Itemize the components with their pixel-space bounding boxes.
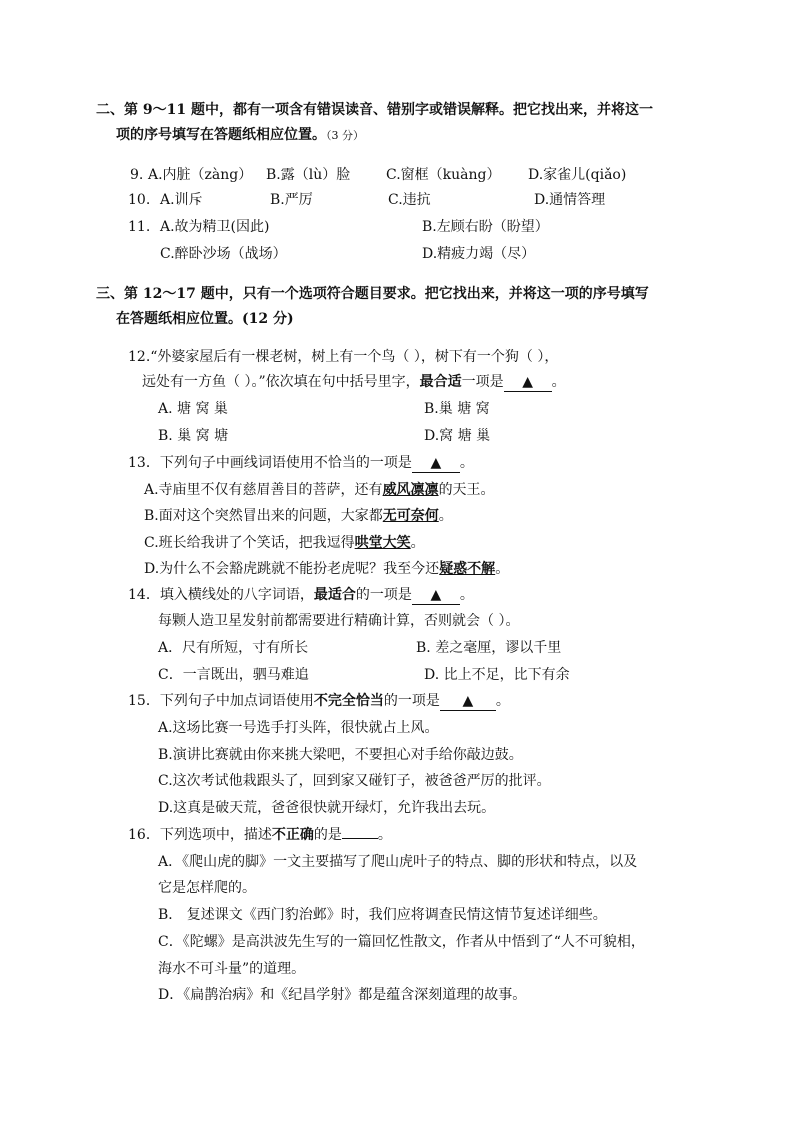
answer-blank-14: ▲ (412, 586, 460, 605)
question-16-option-c-line1: C．《陀螺》是高洪波先生写的一篇回忆性散文，作者从中悟到了“人不可貌相， (158, 934, 645, 950)
question-14-end: 。 (459, 587, 474, 603)
question-12-option-a: A. 塘 窝 巢 (158, 401, 228, 417)
question-13-option-c-end: 。 (410, 535, 425, 551)
question-15-option-d: D.这真是破天荒，爸爸很快就开绿灯，允许我出去玩。 (158, 800, 496, 816)
question-10-option-a: A.训斥 (160, 192, 203, 208)
question-14-sentence: 每颗人造卫星发射前都需要进行精确计算，否则就会（ ）。 (158, 613, 520, 629)
question-13-option-c-text: C.班长给我讲了个笑话，把我逗得 (144, 535, 355, 551)
question-13-option-c-underlined: 哄堂大笑 (354, 535, 411, 551)
question-12-stem-line1: 12.“外婆家屋后有一棵老树，树上有一个鸟（ ），树下有一个狗（ ）， (128, 349, 559, 365)
question-16-stem-suffix: 的是 (313, 827, 342, 843)
question-12-stem-text: 远处有一方鱼（ ）。”依次填在句中括号里字， (142, 374, 420, 390)
question-15-emphasis: 不完全恰当 (313, 693, 384, 709)
answer-blank-15: ▲ (440, 692, 496, 711)
question-16-emphasis: 不正确 (271, 827, 314, 843)
question-11-number: 11. (128, 219, 151, 235)
question-16-stem (128, 826, 392, 844)
question-9-option-a: A.内脏（zàng） (148, 167, 253, 183)
section-2-instruction-line1: 二、第 9～11 题中，都有一项含有错误读音、错别字或错误解释。把它找出来，并将这一 (96, 102, 653, 118)
question-13-option-b-end: 。 (438, 508, 453, 524)
question-9-option-c: C.窗框（kuàng） (386, 167, 501, 183)
question-13-option-b-underlined: 无可奈何 (382, 508, 439, 524)
question-9-option-b: B.露（lù）脸 (266, 167, 351, 183)
question-13-stem (128, 454, 474, 473)
section-2-instruction-line2 (116, 126, 364, 145)
question-14-option-b: B. 差之毫厘，谬以千里 (416, 640, 562, 656)
question-12-stem-suffix: 一项是 (461, 374, 504, 390)
question-13-option-d-text: D.为什么不会豁虎跳就不能扮老虎呢？我至今还 (144, 561, 440, 577)
question-12-option-d: D.窝 塘 巢 (424, 428, 491, 444)
question-13-option-a-underlined: 威风凛凛 (382, 482, 439, 498)
question-16-stem-text: 16．下列选项中，描述 (128, 827, 272, 843)
question-13-option-d-end: 。 (495, 561, 510, 577)
question-14-stem (128, 586, 474, 605)
question-12-emphasis: 最合适 (419, 374, 462, 390)
question-12-option-b: B.巢 塘 窝 (424, 401, 490, 417)
question-11-option-b: B.左顾右盼（盼望） (422, 219, 549, 235)
question-13-option-b (144, 507, 453, 525)
question-13-stem-text: 13．下列句子中画线词语使用不恰当的一项是 (128, 455, 412, 471)
question-10-option-c: C.违抗 (388, 192, 431, 208)
answer-blank-13: ▲ (412, 454, 460, 473)
question-13-option-c (144, 534, 425, 552)
question-10-option-d: D.通情答理 (534, 192, 606, 208)
question-15-option-a: A.这场比赛一号选手打头阵，很快就占上风。 (158, 720, 439, 736)
question-16-option-d: D．《扁鹊治病》和《纪昌学射》都是蕴含深刻道理的故事。 (158, 987, 527, 1003)
answer-blank-12: ▲ (504, 373, 552, 392)
question-12-end: 。 (551, 374, 566, 390)
question-16-option-a-line2: 它是怎样爬的。 (158, 880, 256, 896)
question-13-option-d (144, 560, 509, 578)
question-13-option-a-text: A.寺庙里不仅有慈眉善目的菩萨，还有 (144, 482, 383, 498)
question-10-option-b: B.严厉 (270, 192, 313, 208)
question-13-option-b-text: B.面对这个突然冒出来的问题，大家都 (144, 508, 383, 524)
question-11-option-a: A.故为精卫(因此) (160, 219, 270, 235)
section-2-score: （3 分） (326, 129, 364, 142)
question-16-option-a-line1: A．《爬山虎的脚》一文主要描写了爬山虎叶子的特点、脚的形状和特点，以及 (158, 854, 638, 870)
question-11-option-d: D.精疲力竭（尽） (422, 246, 536, 262)
section-2-instruction-text: 项的序号填写在答题纸相应位置。 (116, 127, 326, 143)
question-15-stem-suffix: 的一项是 (383, 693, 440, 709)
question-10-number: 10. (128, 192, 151, 208)
question-14-option-a: A．尺有所短，寸有所长 (158, 640, 309, 656)
question-16-end: 。 (377, 827, 392, 843)
section-3-instruction-line2: 在答题纸相应位置。(12 分) (116, 311, 294, 327)
question-16-option-c-line2: 海水不可斗量”的道理。 (158, 961, 306, 977)
question-12-stem-line2 (142, 373, 566, 392)
question-9-option-d: D.家雀儿(qiǎo) (528, 167, 627, 183)
question-15-stem (128, 692, 510, 711)
question-9-number: 9. (130, 167, 144, 183)
question-13-option-a-end: 的天王。 (438, 482, 495, 498)
question-15-stem-text: 15．下列句子中加点词语使用 (128, 693, 314, 709)
question-11-option-c: C.醉卧沙场（战场） (160, 246, 287, 262)
question-13-option-a (144, 481, 495, 499)
question-15-end: 。 (495, 693, 510, 709)
question-12-option-c: B. 巢 窝 塘 (158, 428, 229, 444)
question-14-option-d: D. 比上不足，比下有余 (424, 667, 570, 683)
question-14-option-c: C．一言既出，驷马难追 (158, 667, 309, 683)
question-14-stem-text: 14．填入横线处的八字词语， (128, 587, 314, 603)
section-3-instruction-line1: 三、第 12～17 题中，只有一个选项符合题目要求。把它找出来，并将这一项的序号填写 (96, 286, 649, 302)
question-14-emphasis: 最适合 (313, 587, 356, 603)
question-13-end: 。 (459, 455, 474, 471)
question-14-stem-suffix: 的一项是 (355, 587, 412, 603)
question-15-option-c: C.这次考试他栽跟头了，回到家又碰钉子，被爸爸严厉的批评。 (158, 773, 551, 789)
question-13-option-d-underlined: 疑惑不解 (439, 561, 496, 577)
question-15-option-b: B.演讲比赛就由你来挑大梁吧，不要担心对手给你敲边鼓。 (158, 747, 523, 763)
answer-blank-16 (342, 838, 378, 839)
question-16-option-b: B． 复述课文《西门豹治邺》时，我们应将调查民情这情节复述详细些。 (158, 907, 607, 923)
